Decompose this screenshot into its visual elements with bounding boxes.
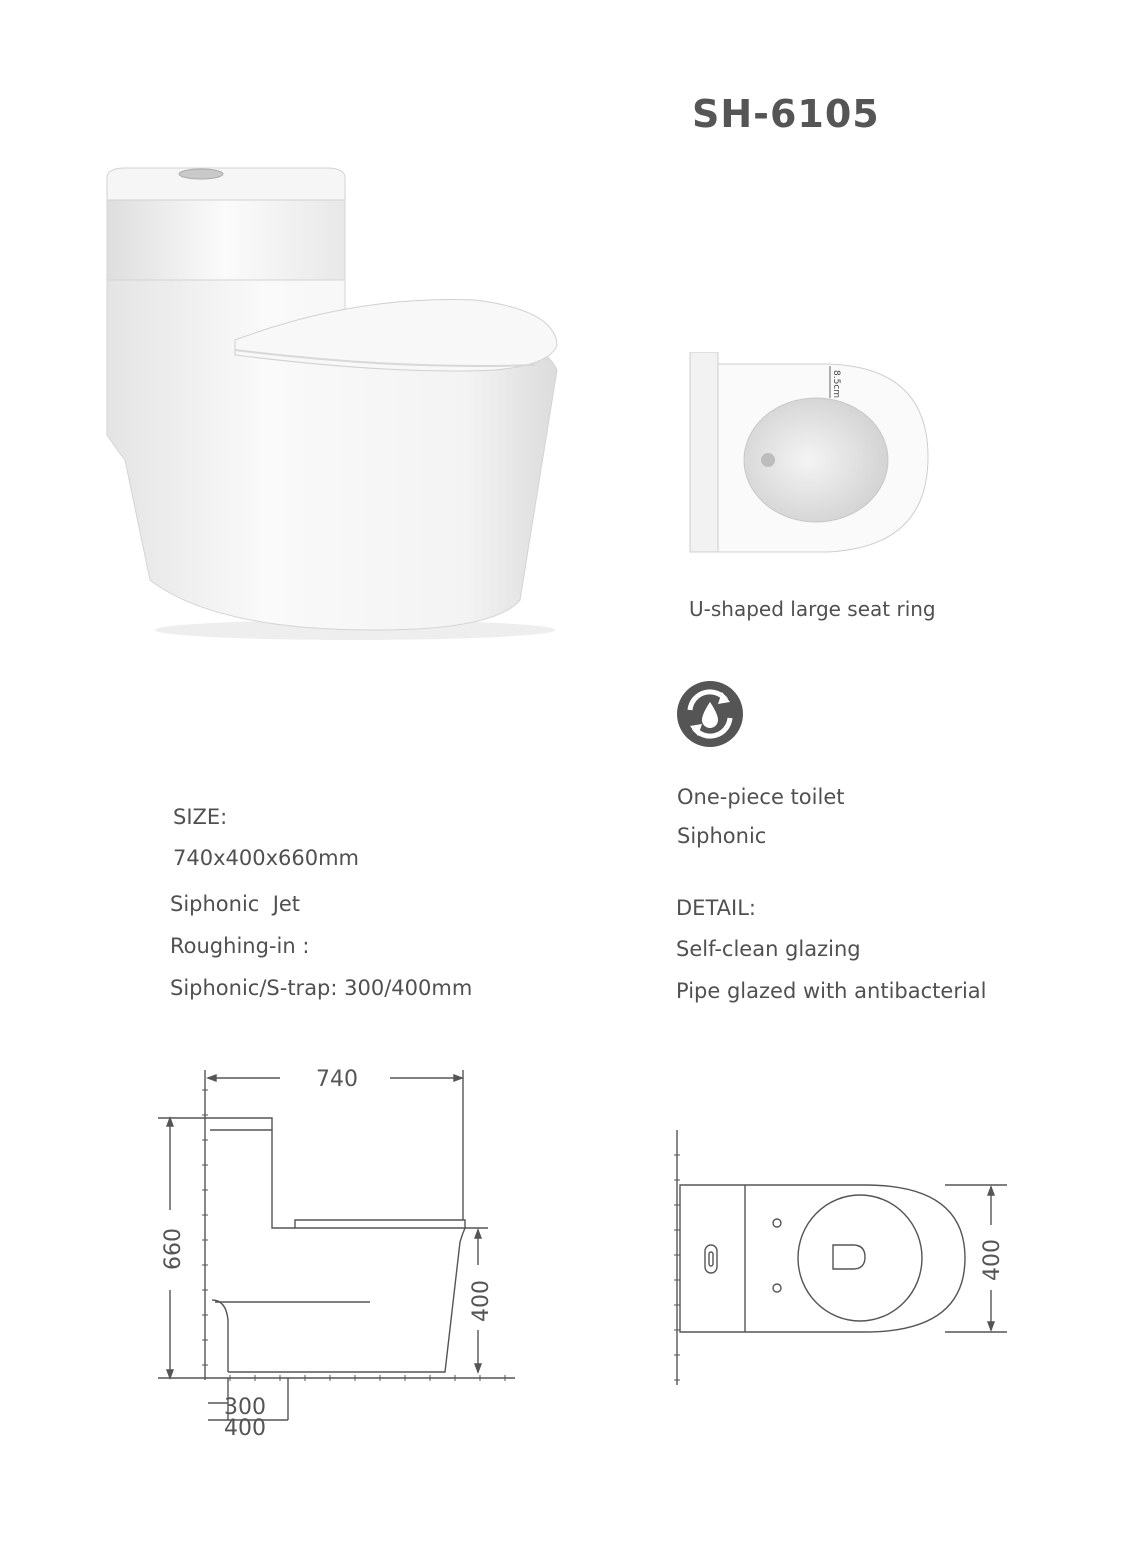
detail-item-glazing: Self-clean glazing [676,937,861,961]
rough-in-400-label: 400 [224,1416,266,1441]
model-title: SH-6105 [692,92,880,136]
seat-caption: U-shaped large seat ring [689,597,936,621]
feature-siphonic: Siphonic [677,824,767,848]
detail-heading: DETAIL: [676,896,756,920]
toilet-product-image [95,160,575,645]
rough-in-300-label: 300 [224,1395,266,1420]
seat-dimension-label: 8.5cm [831,370,841,399]
side-width-label: 740 [316,1067,358,1092]
side-seat-height-label: 400 [469,1280,494,1322]
roughing-value: Siphonic/S-trap: 300/400mm [170,976,473,1000]
roughing-label: Roughing-in : [170,934,310,958]
top-view-drawing [665,1125,1015,1395]
size-heading: SIZE: [173,805,228,829]
size-dimensions: 740x400x660mm [173,846,360,870]
detail-item-antibacterial: Pipe glazed with antibacterial [676,979,987,1003]
side-view-drawing [140,1060,530,1450]
size-flush-type: Siphonic Jet [170,892,301,916]
side-height-label: 660 [161,1228,186,1270]
siphonic-flush-icon [676,680,744,748]
feature-one-piece: One-piece toilet [677,785,845,809]
seat-top-view-image [688,352,933,557]
top-width-label: 400 [980,1239,1005,1281]
